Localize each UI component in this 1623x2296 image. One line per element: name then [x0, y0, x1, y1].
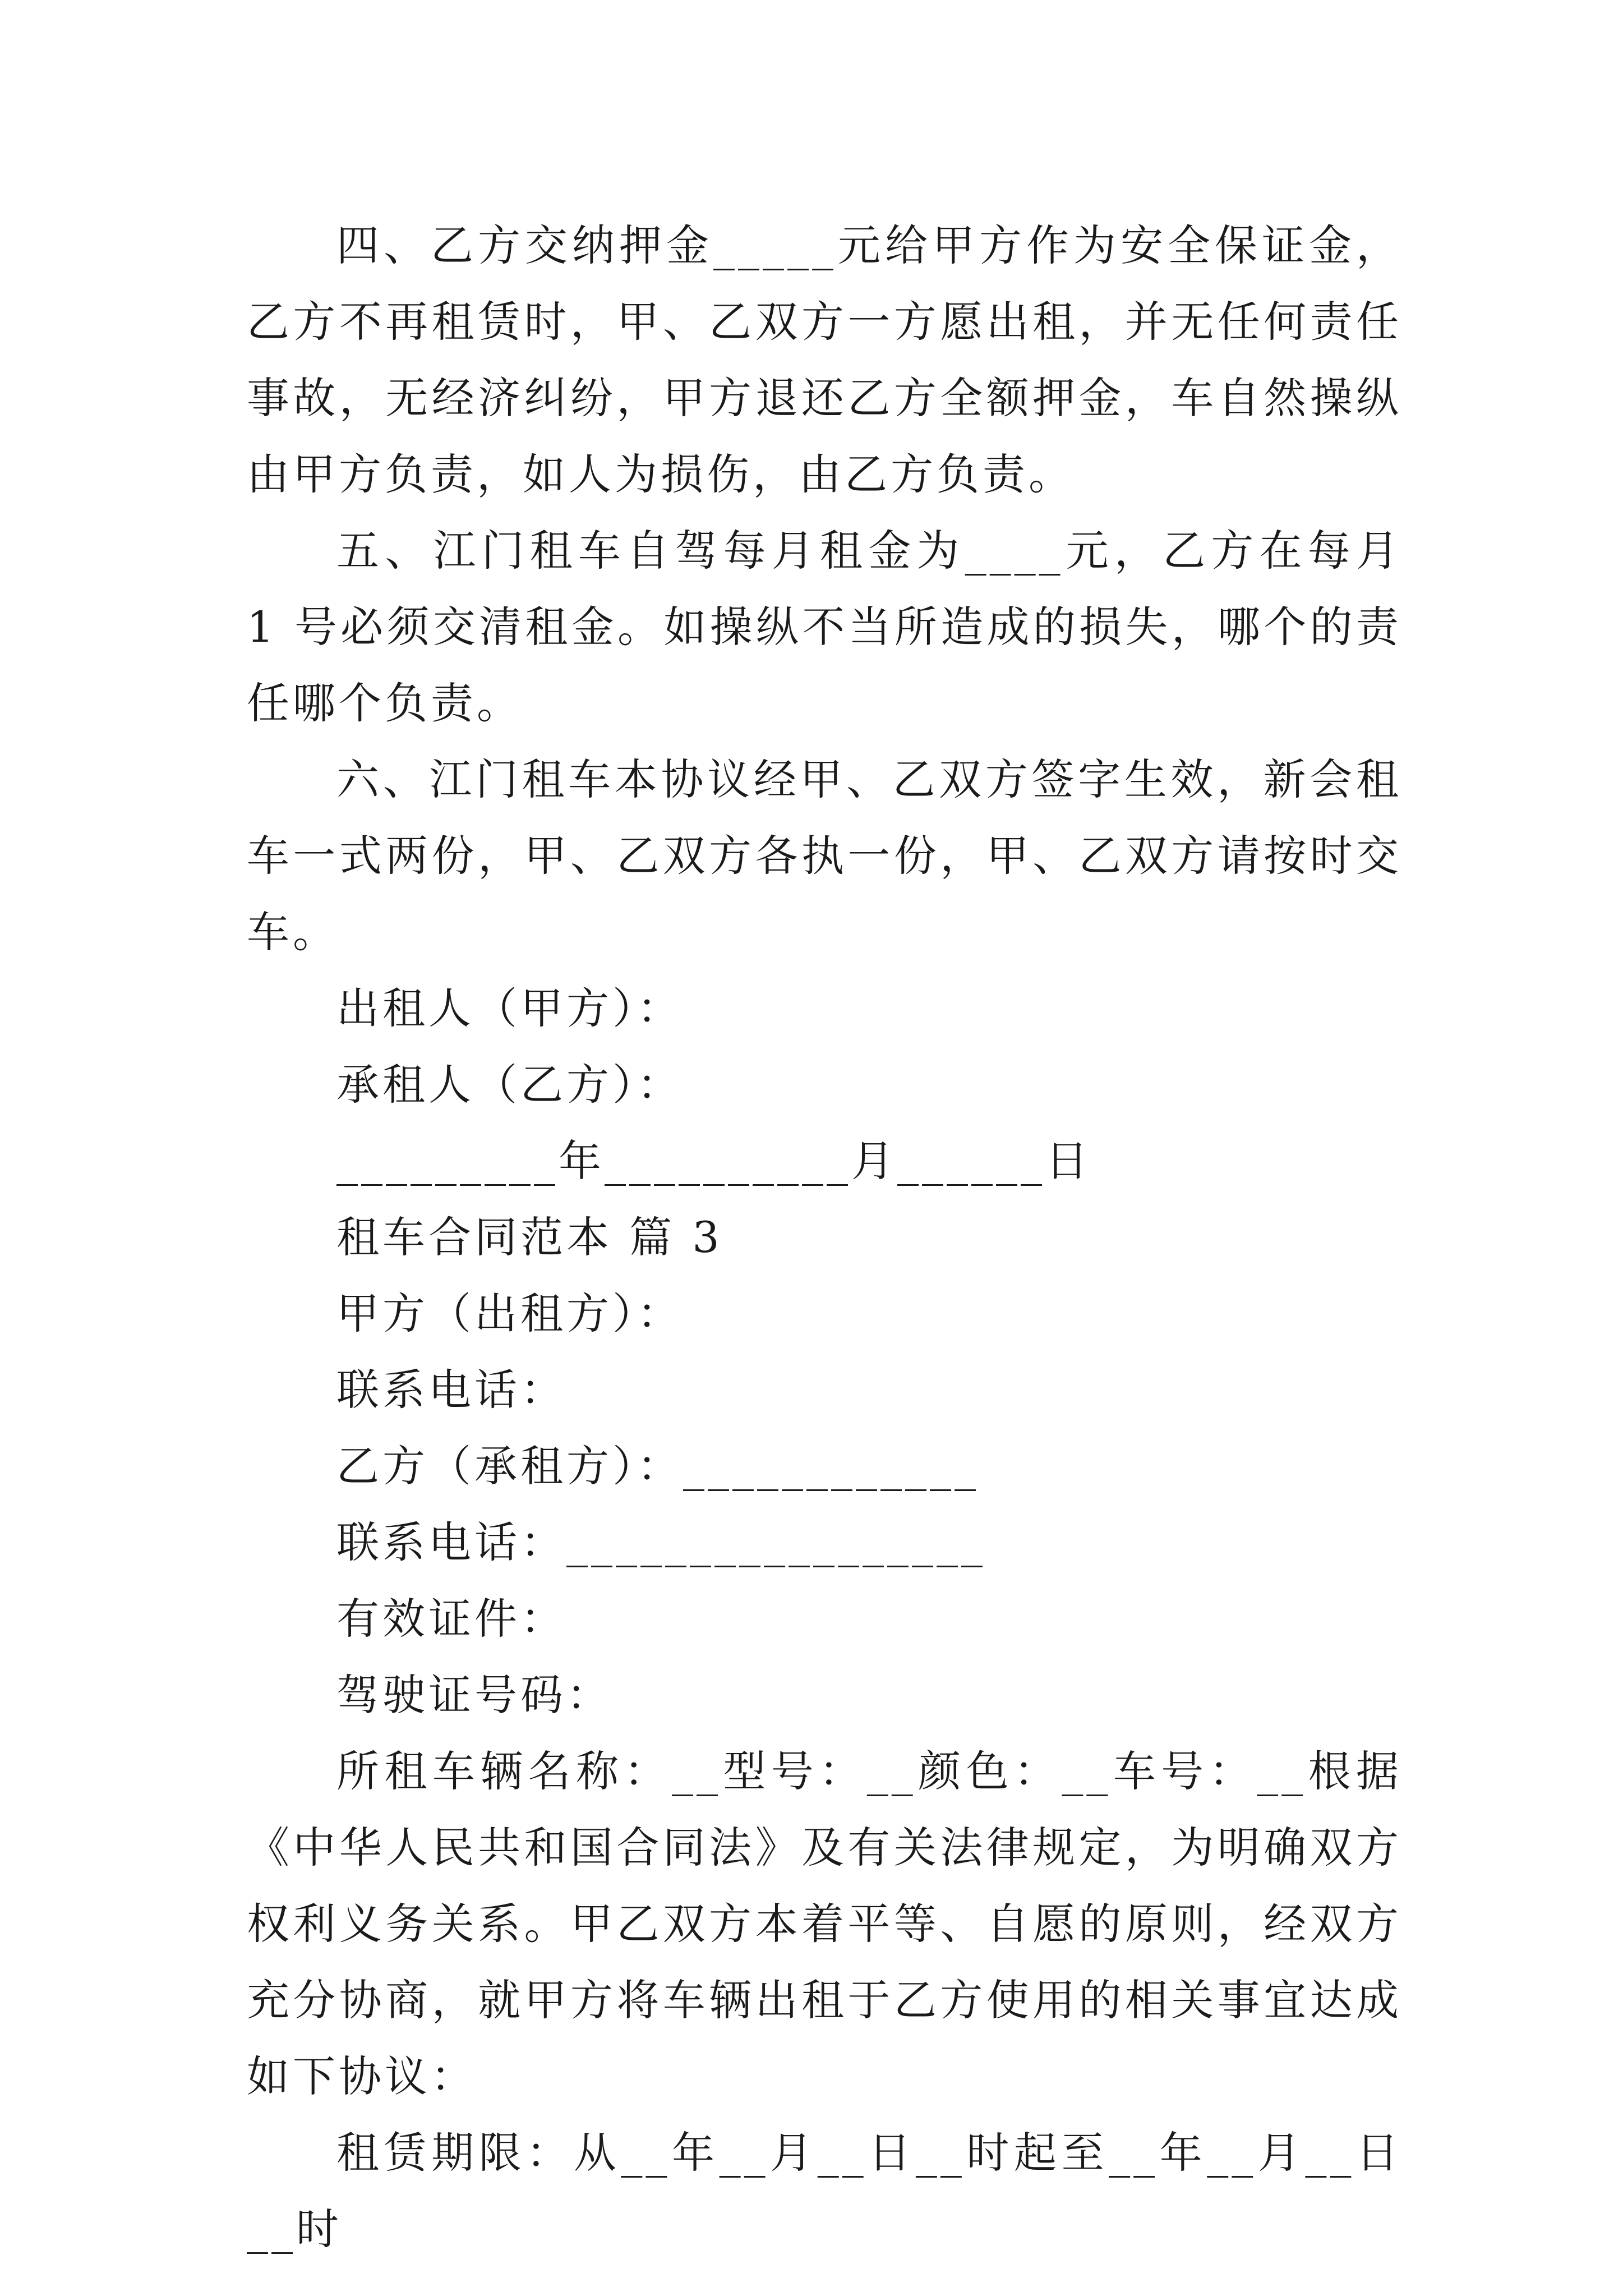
- section-title: 租车合同范本 篇 3: [336, 1212, 723, 1262]
- valid-id-line: 有效证件：: [336, 1594, 566, 1644]
- clause-four: 四、乙方交纳押金_____元给甲方作为安全保证金，乙方不再租赁时，甲、乙双方一方愿出租，并无任何责任事故，无经济纠纷，甲方退还乙方全额押金，车自然操纵由甲方负责，如人为损伤，由乙方负责。: [247, 220, 1402, 499]
- document-body: [247, 208, 1419, 2267]
- clause-six: 六、江门租车本协议经甲、乙双方签字生效，新会租车一式两份，甲、乙双方各执一份，甲、乙双方请按时交车。: [247, 754, 1402, 957]
- clause-five: 五、江门租车自驾每月租金为____元，乙方在每月 1 号必须交清租金。如操纵不当所造成的损失，哪个的责任哪个负责。: [247, 526, 1419, 728]
- date-line: _________年__________月______日: [336, 1136, 1091, 1186]
- party-a-line: 甲方（出租方）：: [336, 1289, 683, 1338]
- party-a-phone-line: 联系电话：: [336, 1365, 566, 1415]
- vehicle-info-paragraph: 所租车辆名称：__型号：__颜色：__车号：__根据《中华人民共和国合同法》及有关法律规定，为明确双方权利义务关系。甲乙双方本着平等、自愿的原则，经双方充分协商，就甲方将车辆出租于乙方使用的相关事宜达成如下协议：: [247, 1746, 1402, 2101]
- lessor-signature-line: 出租人（甲方）：: [336, 983, 683, 1033]
- party-b-line: 乙方（承租方）：____________: [336, 1441, 979, 1491]
- license-number-line: 驾驶证号码：: [336, 1670, 612, 1720]
- lease-term-paragraph: 租赁期限：从__年__月__日__时起至__年__月__日__时: [247, 2128, 1402, 2254]
- party-b-phone-line: 联系电话：_________________: [336, 1517, 986, 1567]
- lessee-signature-line: 承租人（乙方）：: [336, 1060, 683, 1110]
